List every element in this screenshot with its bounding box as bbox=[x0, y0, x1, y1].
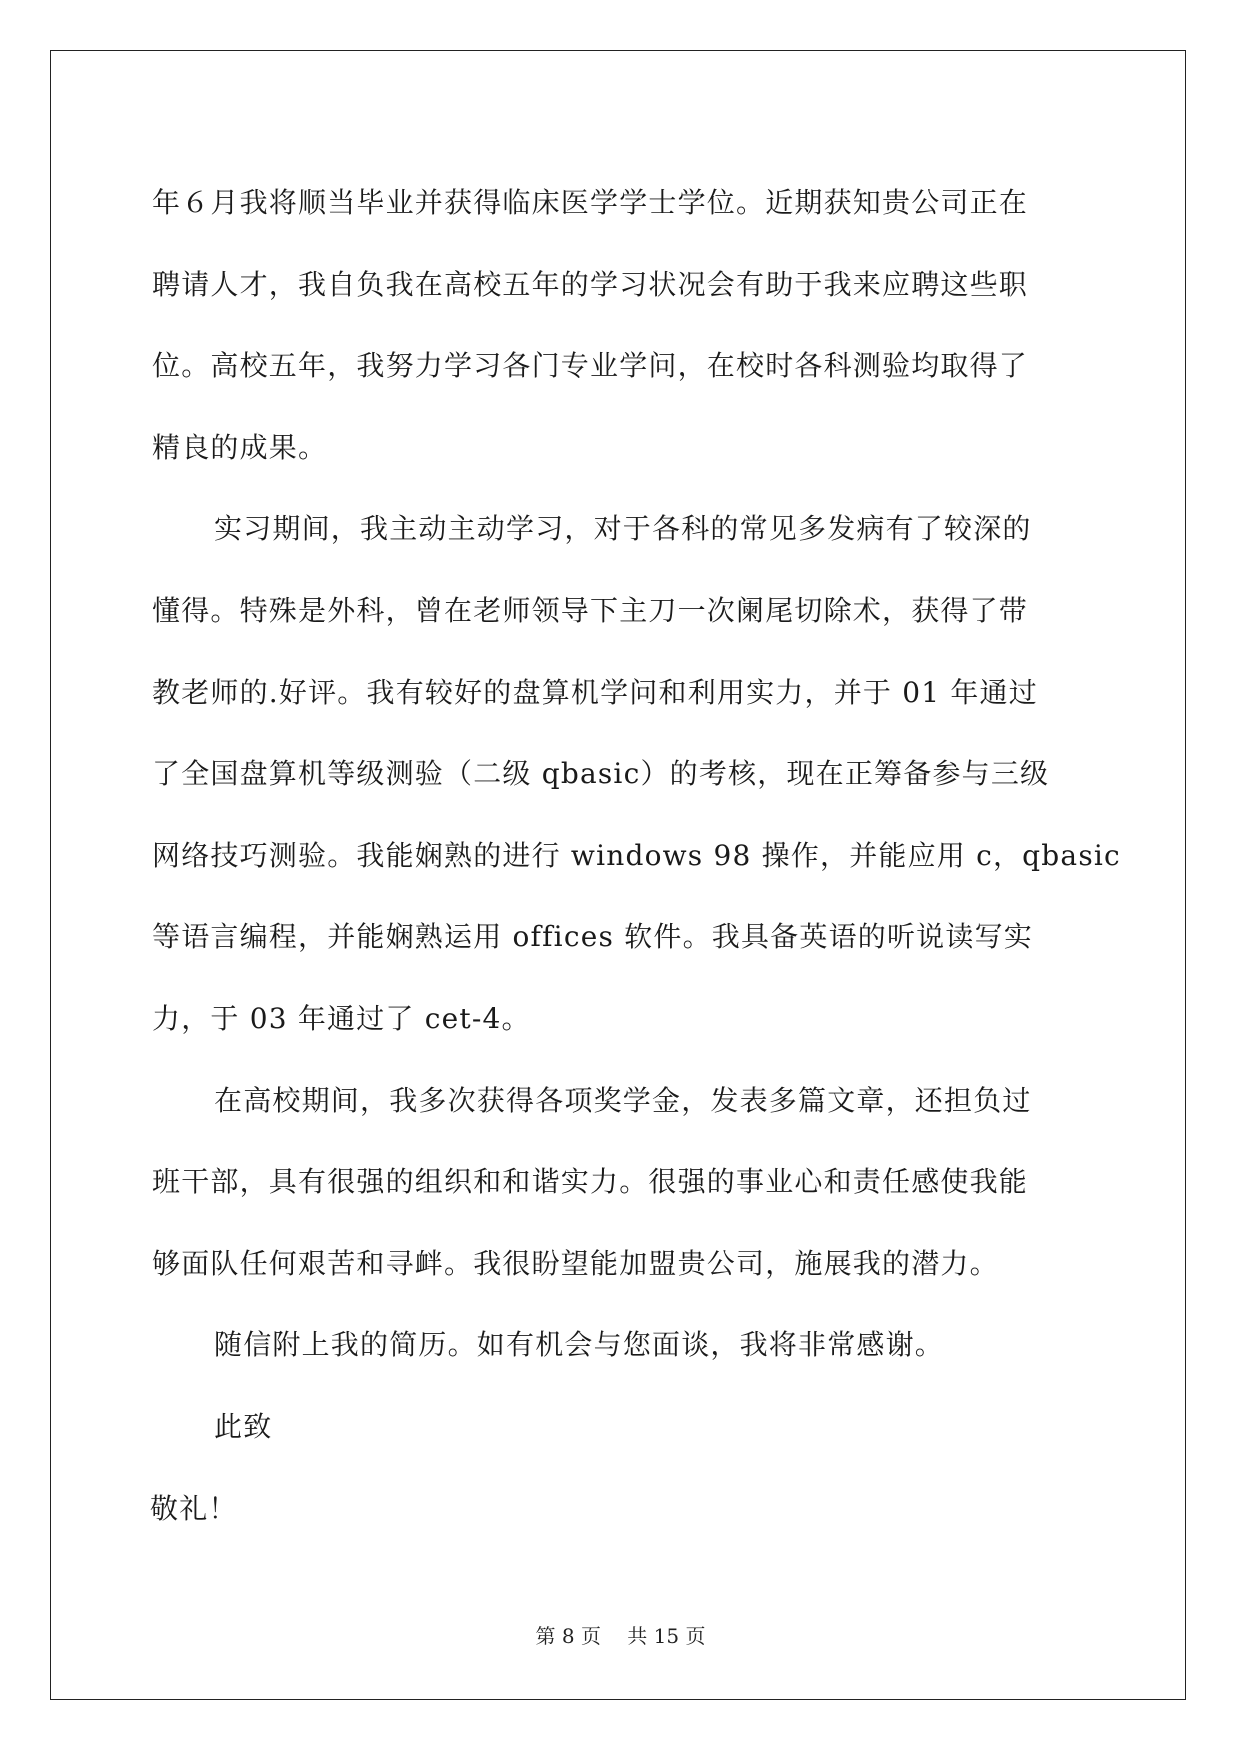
closing-line: 随信附上我的简历。如有机会与您面谈，我将非常感谢。 bbox=[214, 1328, 945, 1362]
document-body bbox=[150, 162, 1121, 1549]
text-line: 年６月我将顺当毕业并获得临床医学学士学位。近期获知贵公司正在 bbox=[152, 186, 1029, 219]
paragraph-start-line: 在高校期间，我多次获得各项奖学金，发表多篇文章，还担负过 bbox=[214, 1083, 1032, 1117]
paragraph-start-line: 实习期间，我主动主动学习，对于各科的常见多发病有了较深的 bbox=[214, 512, 1032, 546]
text-line: 力，于 03 年通过了 cet-4。 bbox=[152, 1001, 531, 1035]
text-line: 聘请人才，我自负我在高校五年的学习状况会有助于我来应聘这些职 bbox=[152, 267, 1029, 301]
salutation-line: 此致 bbox=[214, 1409, 273, 1443]
text-line: 位。高校五年，我努力学习各门专业学问，在校时各科测验均取得了 bbox=[152, 349, 1029, 383]
text-line: 等语言编程，并能娴熟运用 offices 软件。我具备英语的听说读写实 bbox=[152, 920, 1033, 954]
text-line: 教老师的.好评。我有较好的盘算机学问和利用实力，并于 01 年通过 bbox=[152, 675, 1038, 709]
text-line: 够面队任何艰苦和寻衅。我很盼望能加盟贵公司，施展我的潜力。 bbox=[152, 1246, 999, 1280]
text-line: 网络技巧测验。我能娴熟的进行 windows 98 操作，并能应用 c，qbasic bbox=[152, 838, 1121, 872]
regards-line: 敬礼！ bbox=[150, 1491, 238, 1525]
text-line: 懂得。特殊是外科，曾在老师领导下主刀一次阑尾切除术，获得了带 bbox=[152, 593, 1029, 627]
page-number-footer: 第 8 页 共 15 页 bbox=[535, 1624, 706, 1648]
text-line: 班干部，具有很强的组织和和谐实力。很强的事业心和责任感使我能 bbox=[152, 1165, 1029, 1199]
text-line: 精良的成果。 bbox=[152, 430, 328, 464]
text-line: 了全国盘算机等级测验（二级 qbasic）的考核，现在正筹备参与三级 bbox=[152, 757, 1050, 791]
